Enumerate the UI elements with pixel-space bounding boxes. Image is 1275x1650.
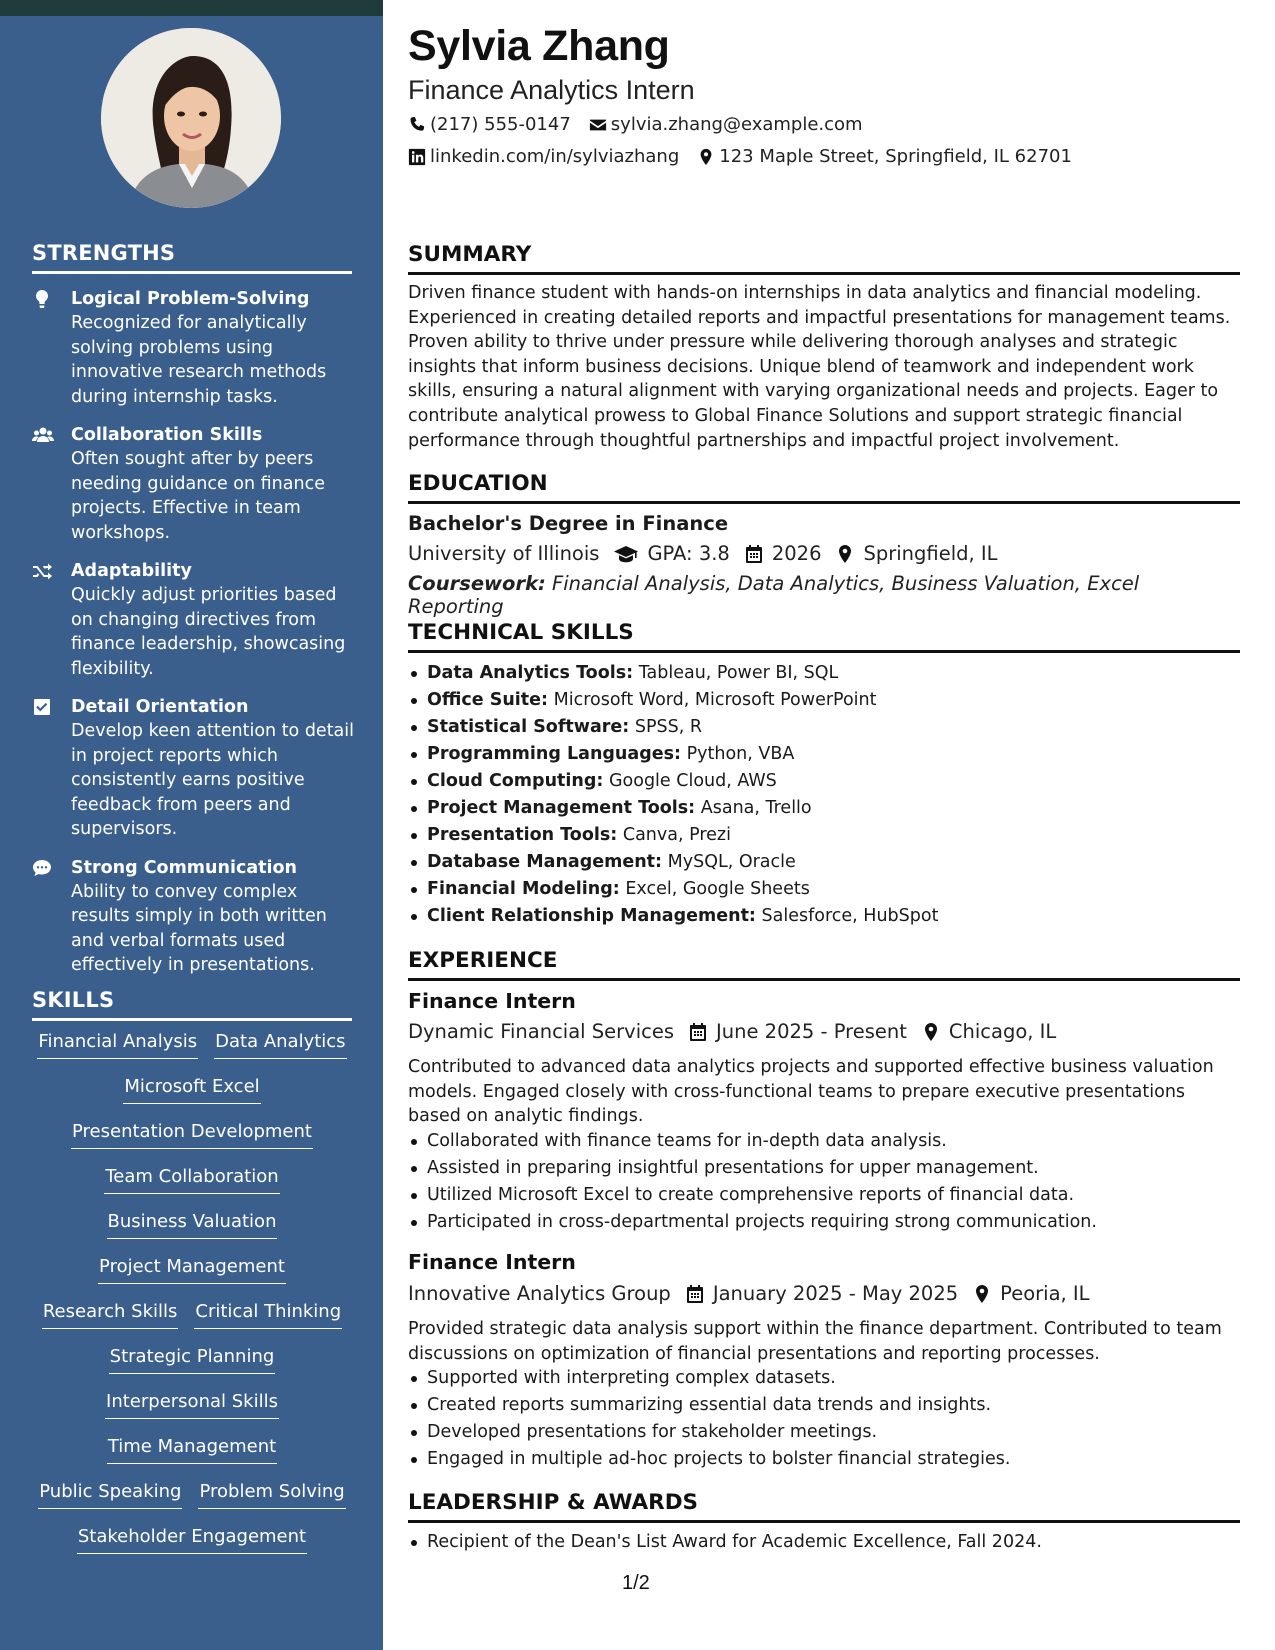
job-bullets: [408, 1128, 1240, 1236]
leadership-list: [408, 1529, 1240, 1556]
linkedin-link[interactable]: linkedin.com/in/sylviazhang: [430, 146, 680, 167]
sidebar: [0, 0, 383, 1650]
address-contact: [697, 146, 1072, 167]
skill-row: [32, 1255, 352, 1284]
list-item: Participated in cross-departmental projects requiring strong communication.: [408, 1209, 1240, 1236]
coursework-label: Coursework:: [408, 572, 546, 595]
job-summary: Provided strategic data analysis support within the finance department. Contributed to team discussions on optimization of financial presentations and reporting processes.: [408, 1319, 1222, 1364]
sidebar-top-bar: [0, 0, 383, 16]
strength-description: Recognized for analytically solving problems using innovative research methods during internship tasks.: [71, 313, 327, 407]
skill-tag: Business Valuation: [107, 1210, 278, 1239]
summary-text: Driven finance student with hands-on internships in data analytics and financial modeling. Experienced in creating detailed reports and impactful presentations for management teams. Proven ability to thrive under pressure while delivering thorough analyses and strategic insights that inform business decisions. Unique blend of teamwork and independent work skills, ensuring a natural alignment with varying organizational needs and projects. Eager to contribute analytical prowess to Global Finance Solutions and support strategic financial performance through thoughtful partnerships and impactful project involvement.: [408, 283, 1231, 451]
contact-row: [408, 146, 1090, 167]
strength-item: [32, 423, 357, 545]
checkbox-icon: [32, 697, 54, 717]
list-item: Assisted in preparing insightful presentations for upper management.: [408, 1155, 1240, 1182]
skill-row: [32, 1480, 352, 1509]
job-role: Finance Intern: [408, 989, 576, 1013]
map-pin-icon: [972, 1284, 992, 1304]
skill-row: [32, 1030, 352, 1059]
strength-item: [32, 559, 357, 681]
skill-row: [32, 1120, 352, 1149]
skill-tag: Critical Thinking: [194, 1300, 342, 1329]
candidate-title: Finance Analytics Intern: [408, 75, 695, 105]
skill-tag: Team Collaboration: [104, 1165, 279, 1194]
education-location: Springfield, IL: [863, 542, 998, 565]
list-item: Recipient of the Dean's List Award for Academic Excellence, Fall 2024.: [408, 1529, 1240, 1556]
skill-tag: Presentation Development: [71, 1120, 313, 1149]
leadership-heading: LEADERSHIP & AWARDS: [408, 1490, 1240, 1523]
company-name: Innovative Analytics Group: [408, 1282, 671, 1305]
skills-heading: SKILLS: [32, 988, 352, 1021]
phone-contact: [408, 114, 571, 135]
graduation-cap-icon: [613, 544, 639, 564]
list-item: Collaborated with finance teams for in-depth data analysis.: [408, 1128, 1240, 1155]
skill-category: Cloud Computing:: [427, 771, 604, 791]
strength-description: Ability to convey complex results simply in both written and verbal formats used effectively in presentations.: [71, 881, 327, 975]
strength-description: Quickly adjust priorities based on changing directives from finance leadership, showcasing flexibility.: [71, 585, 346, 679]
skill-row: [32, 1345, 352, 1374]
skill-tag: Stakeholder Engagement: [77, 1525, 307, 1554]
phone-icon: [408, 116, 426, 134]
skill-category: Client Relationship Management:: [427, 906, 756, 926]
graduation-year: 2026: [771, 542, 822, 565]
strength-description: Develop keen attention to detail in project reports which consistently earns positive feedback from peers and supervisors.: [71, 721, 355, 839]
phone-number: (217) 555-0147: [430, 114, 571, 135]
map-pin-icon: [921, 1022, 941, 1042]
list-item: [408, 768, 1240, 795]
skill-tag: Public Speaking: [38, 1480, 182, 1509]
job-dates-item: [685, 1282, 958, 1305]
envelope-icon: [589, 116, 607, 134]
list-item: Created reports summarizing essential data trends and insights.: [408, 1392, 1240, 1419]
skill-row: [32, 1210, 352, 1239]
list-item: [408, 903, 1240, 930]
coursework-line: [408, 572, 1240, 618]
skill-tag: Strategic Planning: [109, 1345, 276, 1374]
gpa-value: GPA: 3.8: [647, 542, 730, 565]
education-location-item: [835, 542, 997, 565]
list-item: [408, 714, 1240, 741]
skill-tag: Research Skills: [42, 1300, 179, 1329]
strength-title: Logical Problem-Solving: [71, 289, 310, 309]
skill-values: Tableau, Power BI, SQL: [638, 663, 839, 683]
contact-row: [408, 114, 881, 135]
skill-tag: Data Analytics: [214, 1030, 346, 1059]
list-item: [408, 876, 1240, 903]
skill-category: Statistical Software:: [427, 717, 630, 737]
company-name: Dynamic Financial Services: [408, 1020, 675, 1043]
list-item: [408, 741, 1240, 768]
skill-category: Financial Modeling:: [427, 879, 620, 899]
skill-row: [32, 1075, 352, 1104]
job-dates: June 2025 - Present: [716, 1020, 907, 1043]
skill-values: Canva, Prezi: [622, 825, 731, 845]
list-item: [408, 795, 1240, 822]
technical-skills-heading: TECHNICAL SKILLS: [408, 620, 1240, 653]
lightbulb-icon: [32, 289, 54, 309]
list-item: [408, 822, 1240, 849]
skill-row: [32, 1165, 352, 1194]
chat-icon: [32, 858, 54, 878]
page-number: 1/2: [622, 1572, 650, 1594]
degree-title: Bachelor's Degree in Finance: [408, 512, 729, 535]
skill-category: Database Management:: [427, 852, 663, 872]
job-summary: Contributed to advanced data analytics projects and supported effective business valuation models. Engaged closely with cross-functional teams to prepare executive presentations based on analytic findings.: [408, 1057, 1214, 1127]
users-icon: [32, 425, 54, 445]
education-meta: [408, 542, 1012, 565]
list-item: Engaged in multiple ad-hoc projects to bolster financial strategies.: [408, 1446, 1240, 1473]
strength-description: Often sought after by peers needing guidance on finance projects. Effective in team workshops.: [71, 449, 325, 543]
experience-heading: EXPERIENCE: [408, 948, 1240, 981]
list-item: [408, 660, 1240, 687]
skill-tag: Time Management: [107, 1435, 277, 1464]
skill-values: Asana, Trello: [700, 798, 812, 818]
skill-values: Python, VBA: [686, 744, 795, 764]
skill-category: Project Management Tools:: [427, 798, 696, 818]
skill-values: Excel, Google Sheets: [625, 879, 810, 899]
skill-category: Programming Languages:: [427, 744, 682, 764]
candidate-name: Sylvia Zhang: [408, 22, 670, 70]
strengths-heading: STRENGTHS: [32, 241, 352, 274]
job-location: Chicago, IL: [948, 1020, 1057, 1043]
skill-category: Data Analytics Tools:: [427, 663, 634, 683]
linkedin-icon: [408, 148, 426, 166]
skill-row: [32, 1300, 352, 1329]
list-item: [408, 849, 1240, 876]
job-location-item: [921, 1020, 1056, 1043]
list-item: Utilized Microsoft Excel to create comprehensive reports of financial data.: [408, 1182, 1240, 1209]
year-item: [744, 542, 822, 565]
skill-values: Salesforce, HubSpot: [761, 906, 939, 926]
map-pin-icon: [697, 148, 715, 166]
skill-tag: Microsoft Excel: [123, 1075, 260, 1104]
job-meta: [408, 1020, 1070, 1043]
skill-values: MySQL, Oracle: [667, 852, 796, 872]
job-meta: [408, 1282, 1104, 1305]
strength-title: Detail Orientation: [71, 697, 249, 717]
strengths-list: [32, 287, 357, 992]
calendar-icon: [744, 544, 764, 564]
email-link[interactable]: sylvia.zhang@example.com: [610, 114, 863, 135]
job-location: Peoria, IL: [1000, 1282, 1090, 1305]
email-contact[interactable]: [589, 114, 863, 135]
linkedin-contact[interactable]: [408, 146, 679, 167]
gpa-item: [613, 542, 729, 565]
skill-tag: Project Management: [98, 1255, 286, 1284]
address-text: 123 Maple Street, Springfield, IL 62701: [719, 146, 1072, 167]
skill-category: Presentation Tools:: [427, 825, 618, 845]
job-dates: January 2025 - May 2025: [712, 1282, 959, 1305]
skill-category: Office Suite:: [427, 690, 549, 710]
skill-row: [32, 1390, 352, 1419]
skill-tag: Financial Analysis: [37, 1030, 198, 1059]
coursework-list: Financial Analysis, Data Analytics, Business Valuation, Excel Reporting: [408, 572, 1140, 618]
skill-tag: Problem Solving: [198, 1480, 345, 1509]
summary-heading: SUMMARY: [408, 242, 1240, 275]
skill-row: [32, 1525, 352, 1554]
skill-values: Google Cloud, AWS: [608, 771, 777, 791]
map-pin-icon: [835, 544, 855, 564]
job-dates-item: [688, 1020, 907, 1043]
job-role: Finance Intern: [408, 1250, 576, 1274]
strength-item: [32, 856, 357, 978]
list-item: Developed presentations for stakeholder meetings.: [408, 1419, 1240, 1446]
profile-photo: [101, 28, 281, 208]
strength-item: [32, 287, 357, 409]
strength-item: [32, 695, 357, 842]
skills-list: [32, 1030, 352, 1570]
job-bullets: [408, 1365, 1240, 1473]
calendar-icon: [685, 1284, 705, 1304]
list-item: [408, 687, 1240, 714]
skill-values: Microsoft Word, Microsoft PowerPoint: [553, 690, 877, 710]
calendar-icon: [688, 1022, 708, 1042]
shuffle-icon: [32, 561, 54, 581]
skill-tag: Interpersonal Skills: [105, 1390, 279, 1419]
education-heading: EDUCATION: [408, 471, 1240, 504]
strength-title: Collaboration Skills: [71, 425, 263, 445]
strength-title: Strong Communication: [71, 857, 297, 878]
skill-row: [32, 1435, 352, 1464]
list-item: Supported with interpreting complex datasets.: [408, 1365, 1240, 1392]
technical-skills-list: [408, 660, 1240, 930]
job-location-item: [972, 1282, 1089, 1305]
skill-values: SPSS, R: [634, 717, 703, 737]
school-name: University of Illinois: [408, 542, 600, 565]
strength-title: Adaptability: [71, 561, 192, 581]
